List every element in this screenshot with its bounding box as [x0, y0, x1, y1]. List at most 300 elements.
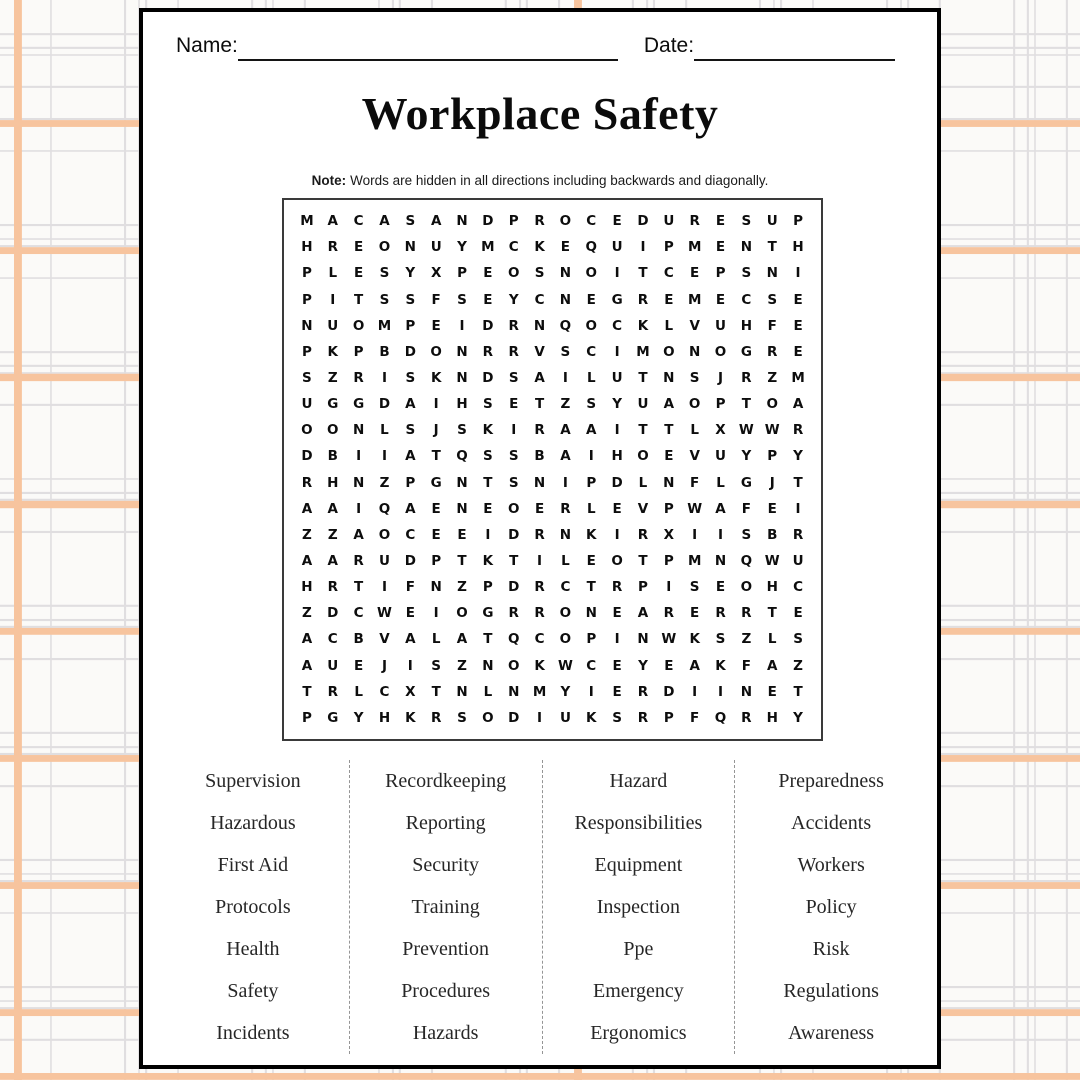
grid-cell-r5c19[interactable]: F	[767, 317, 777, 334]
word-item-workers[interactable]: Workers	[797, 853, 865, 876]
grid-cell-r14c11[interactable]: L	[561, 553, 570, 570]
grid-cell-r9c16[interactable]: L	[690, 422, 699, 439]
grid-cell-r2c2[interactable]: R	[327, 239, 338, 256]
grid-cell-r15c3[interactable]: T	[354, 579, 364, 596]
grid-cell-r14c9[interactable]: T	[509, 553, 519, 570]
grid-cell-r17c17[interactable]: S	[715, 631, 726, 648]
grid-cell-r12c11[interactable]: R	[560, 500, 571, 517]
grid-cell-r18c12[interactable]: C	[586, 657, 597, 674]
grid-cell-r9c4[interactable]: L	[380, 422, 389, 439]
grid-cell-r12c7[interactable]: N	[456, 500, 468, 517]
grid-cell-r16c5[interactable]: E	[405, 605, 415, 622]
grid-cell-r13c9[interactable]: D	[508, 526, 520, 543]
grid-cell-r9c11[interactable]: A	[560, 422, 571, 439]
grid-cell-r12c16[interactable]: W	[687, 500, 703, 517]
grid-cell-r13c13[interactable]: I	[614, 526, 620, 543]
grid-cell-r13c6[interactable]: E	[431, 526, 441, 543]
word-item-policy[interactable]: Policy	[805, 895, 857, 918]
grid-cell-r13c19[interactable]: B	[767, 526, 778, 543]
grid-cell-r19c2[interactable]: R	[327, 683, 338, 700]
grid-cell-r20c1[interactable]: P	[301, 709, 312, 726]
grid-cell-r17c9[interactable]: Q	[507, 631, 520, 648]
grid-cell-r18c3[interactable]: E	[354, 657, 364, 674]
grid-cell-r19c20[interactable]: T	[793, 683, 803, 700]
grid-cell-r17c14[interactable]: N	[637, 631, 649, 648]
word-item-responsibilities[interactable]: Responsibilities	[574, 811, 703, 834]
grid-cell-r17c6[interactable]: L	[431, 631, 441, 648]
grid-cell-r5c13[interactable]: C	[612, 317, 623, 334]
grid-cell-r14c12[interactable]: E	[586, 553, 596, 570]
grid-cell-r11c7[interactable]: N	[456, 474, 468, 491]
grid-cell-r16c2[interactable]: D	[327, 605, 339, 622]
word-item-ppe[interactable]: Ppe	[623, 937, 654, 960]
grid-cell-r15c2[interactable]: R	[327, 579, 338, 596]
grid-cell-r5c11[interactable]: Q	[559, 317, 572, 334]
grid-cell-r6c2[interactable]: K	[327, 343, 338, 360]
grid-cell-r17c19[interactable]: L	[767, 631, 777, 648]
grid-cell-r6c3[interactable]: P	[353, 343, 364, 360]
grid-cell-r3c5[interactable]: Y	[405, 265, 416, 282]
grid-cell-r19c3[interactable]: L	[354, 683, 363, 700]
grid-cell-r13c7[interactable]: E	[457, 526, 467, 543]
grid-cell-r13c4[interactable]: O	[378, 526, 391, 543]
grid-cell-r9c7[interactable]: S	[457, 422, 467, 439]
grid-cell-r15c19[interactable]: H	[766, 579, 778, 596]
grid-cell-r11c11[interactable]: I	[562, 474, 568, 491]
grid-cell-r10c4[interactable]: I	[381, 448, 387, 465]
grid-cell-r2c9[interactable]: C	[508, 239, 519, 256]
grid-cell-r11c12[interactable]: P	[586, 474, 597, 491]
grid-cell-r2c11[interactable]: E	[560, 239, 571, 256]
grid-cell-r7c5[interactable]: S	[405, 369, 416, 386]
grid-cell-r15c11[interactable]: C	[560, 579, 571, 596]
grid-cell-r2c8[interactable]: M	[481, 239, 495, 256]
word-item-safety[interactable]: Safety	[227, 979, 279, 1002]
grid-cell-r2c19[interactable]: T	[767, 239, 777, 256]
grid-cell-r2c7[interactable]: Y	[457, 239, 467, 256]
grid-cell-r13c3[interactable]: A	[353, 526, 364, 543]
grid-cell-r16c15[interactable]: R	[663, 605, 675, 622]
grid-cell-r2c14[interactable]: I	[640, 239, 646, 256]
word-item-supervision[interactable]: Supervision	[205, 769, 301, 792]
grid-cell-r4c5[interactable]: S	[405, 291, 416, 308]
grid-cell-r14c3[interactable]: R	[353, 553, 364, 570]
grid-cell-r1c15[interactable]: U	[663, 213, 675, 230]
grid-cell-r3c20[interactable]: I	[795, 265, 801, 282]
word-item-recordkeeping[interactable]: Recordkeeping	[385, 769, 507, 792]
grid-cell-r9c3[interactable]: N	[352, 422, 365, 439]
grid-cell-r12c19[interactable]: E	[767, 500, 777, 517]
grid-cell-r3c9[interactable]: O	[507, 265, 520, 282]
grid-cell-r20c13[interactable]: S	[612, 709, 622, 726]
grid-cell-r12c2[interactable]: A	[327, 500, 338, 517]
grid-cell-r2c16[interactable]: M	[687, 239, 702, 256]
grid-cell-r12c6[interactable]: E	[431, 500, 441, 517]
grid-cell-r19c1[interactable]: T	[302, 683, 312, 700]
grid-cell-r15c8[interactable]: P	[482, 579, 493, 596]
grid-cell-r13c2[interactable]: Z	[327, 526, 338, 543]
grid-cell-r6c7[interactable]: N	[456, 343, 468, 360]
word-item-inspection[interactable]: Inspection	[596, 895, 681, 918]
grid-cell-r3c10[interactable]: S	[534, 265, 545, 282]
grid-cell-r6c12[interactable]: C	[586, 343, 597, 360]
grid-cell-r10c17[interactable]: U	[715, 448, 726, 465]
grid-cell-r16c16[interactable]: E	[690, 605, 700, 622]
grid-cell-r5c15[interactable]: L	[664, 317, 674, 334]
grid-cell-r15c13[interactable]: R	[611, 579, 623, 596]
grid-cell-r20c12[interactable]: K	[586, 709, 597, 726]
grid-cell-r12c14[interactable]: V	[637, 500, 649, 517]
grid-cell-r16c11[interactable]: O	[559, 605, 572, 622]
grid-cell-r2c10[interactable]: K	[534, 239, 545, 256]
grid-cell-r2c5[interactable]: N	[404, 239, 416, 256]
grid-cell-r13c20[interactable]: R	[792, 526, 804, 543]
grid-cell-r7c3[interactable]: R	[353, 369, 364, 386]
grid-cell-r7c14[interactable]: T	[638, 369, 648, 386]
grid-cell-r15c5[interactable]: F	[405, 579, 415, 596]
grid-cell-r11c4[interactable]: Z	[379, 474, 390, 491]
grid-cell-r19c4[interactable]: C	[379, 683, 390, 700]
grid-cell-r16c14[interactable]: A	[637, 605, 649, 622]
grid-cell-r8c19[interactable]: O	[766, 396, 778, 413]
grid-cell-r8c8[interactable]: S	[483, 396, 493, 413]
grid-cell-r20c2[interactable]: G	[327, 709, 339, 726]
grid-cell-r4c17[interactable]: E	[715, 291, 726, 308]
grid-cell-r1c1[interactable]: M	[300, 213, 314, 230]
grid-cell-r4c3[interactable]: T	[354, 291, 364, 308]
grid-cell-r10c16[interactable]: V	[689, 448, 700, 465]
grid-cell-r9c2[interactable]: O	[327, 422, 339, 439]
grid-cell-r15c16[interactable]: S	[689, 579, 700, 596]
grid-cell-r4c2[interactable]: I	[330, 291, 336, 308]
grid-cell-r1c17[interactable]: E	[715, 213, 726, 230]
grid-cell-r6c13[interactable]: I	[614, 343, 620, 360]
grid-cell-r1c4[interactable]: A	[379, 213, 390, 230]
grid-cell-r10c11[interactable]: A	[560, 448, 571, 465]
grid-cell-r17c7[interactable]: A	[456, 631, 468, 648]
grid-cell-r6c4[interactable]: B	[379, 343, 390, 360]
grid-cell-r3c15[interactable]: C	[663, 265, 674, 282]
grid-cell-r12c12[interactable]: L	[586, 500, 596, 517]
grid-cell-r18c19[interactable]: A	[766, 657, 778, 674]
grid-cell-r7c9[interactable]: S	[508, 369, 519, 386]
grid-cell-r14c6[interactable]: P	[431, 553, 442, 570]
grid-cell-r3c18[interactable]: S	[741, 265, 752, 282]
grid-cell-r10c18[interactable]: Y	[741, 448, 752, 465]
grid-cell-r5c3[interactable]: O	[352, 317, 365, 334]
word-item-ergonomics[interactable]: Ergonomics	[590, 1021, 687, 1044]
grid-cell-r3c7[interactable]: P	[457, 265, 467, 282]
grid-cell-r17c20[interactable]: S	[793, 631, 803, 648]
grid-cell-r4c16[interactable]: M	[687, 291, 702, 308]
grid-cell-r5c6[interactable]: E	[431, 317, 441, 334]
grid-cell-r8c14[interactable]: U	[637, 396, 649, 413]
grid-cell-r11c6[interactable]: G	[430, 474, 442, 491]
grid-cell-r20c15[interactable]: P	[663, 709, 674, 726]
grid-cell-r17c2[interactable]: C	[327, 631, 338, 648]
grid-cell-r14c16[interactable]: M	[687, 553, 702, 570]
grid-cell-r5c16[interactable]: V	[689, 317, 700, 334]
grid-cell-r8c4[interactable]: D	[378, 396, 391, 413]
grid-cell-r7c8[interactable]: D	[482, 369, 494, 386]
grid-cell-r2c12[interactable]: Q	[585, 239, 597, 256]
grid-cell-r11c14[interactable]: L	[638, 474, 648, 491]
grid-cell-r10c12[interactable]: I	[588, 448, 594, 465]
grid-cell-r8c16[interactable]: O	[688, 396, 701, 413]
grid-cell-r11c13[interactable]: D	[611, 474, 623, 491]
grid-cell-r3c13[interactable]: I	[614, 265, 620, 282]
grid-cell-r2c3[interactable]: E	[354, 239, 364, 256]
grid-cell-r4c9[interactable]: Y	[508, 291, 519, 308]
grid-cell-r14c8[interactable]: K	[482, 553, 494, 570]
word-item-awareness[interactable]: Awareness	[788, 1021, 875, 1044]
grid-cell-r19c15[interactable]: D	[663, 683, 675, 700]
grid-cell-r16c7[interactable]: O	[456, 605, 468, 622]
grid-cell-r9c18[interactable]: W	[738, 422, 754, 439]
grid-cell-r6c6[interactable]: O	[430, 343, 442, 360]
grid-cell-r6c18[interactable]: G	[740, 343, 752, 360]
grid-cell-r14c20[interactable]: U	[792, 553, 804, 570]
grid-cell-r1c16[interactable]: R	[689, 213, 700, 230]
grid-cell-r4c19[interactable]: S	[767, 291, 778, 308]
grid-cell-r9c1[interactable]: O	[301, 422, 313, 439]
grid-cell-r16c1[interactable]: Z	[302, 605, 312, 622]
grid-cell-r12c20[interactable]: I	[795, 500, 801, 517]
grid-cell-r8c13[interactable]: Y	[612, 396, 622, 413]
grid-cell-r18c5[interactable]: I	[407, 657, 413, 674]
grid-cell-r6c17[interactable]: O	[714, 343, 727, 360]
grid-cell-r20c6[interactable]: R	[430, 709, 442, 726]
grid-cell-r9c13[interactable]: I	[614, 422, 620, 439]
grid-cell-r7c15[interactable]: N	[663, 369, 675, 386]
grid-cell-r16c8[interactable]: G	[482, 605, 494, 622]
grid-cell-r6c15[interactable]: O	[663, 343, 675, 360]
grid-cell-r2c13[interactable]: U	[611, 239, 623, 256]
grid-cell-r9c9[interactable]: I	[511, 422, 517, 439]
grid-cell-r9c15[interactable]: T	[664, 422, 674, 439]
date-write-line[interactable]	[694, 34, 895, 61]
grid-cell-r13c15[interactable]: X	[663, 526, 675, 543]
grid-cell-r10c9[interactable]: S	[508, 448, 519, 465]
grid-cell-r5c20[interactable]: E	[793, 317, 803, 334]
grid-cell-r1c20[interactable]: P	[793, 213, 804, 230]
grid-cell-r17c18[interactable]: Z	[741, 631, 752, 648]
grid-cell-r15c6[interactable]: N	[430, 579, 442, 596]
grid-cell-r19c11[interactable]: Y	[560, 683, 571, 700]
grid-cell-r15c20[interactable]: C	[793, 579, 804, 596]
grid-cell-r2c20[interactable]: H	[792, 239, 804, 256]
grid-cell-r11c17[interactable]: L	[716, 474, 725, 491]
grid-cell-r13c10[interactable]: R	[534, 526, 545, 543]
grid-cell-r13c18[interactable]: S	[741, 526, 752, 543]
grid-cell-r14c10[interactable]: I	[537, 553, 543, 570]
grid-cell-r14c7[interactable]: T	[457, 553, 467, 570]
grid-cell-r16c3[interactable]: C	[353, 605, 364, 622]
grid-cell-r7c20[interactable]: M	[791, 369, 805, 386]
grid-cell-r3c3[interactable]: E	[354, 265, 364, 282]
grid-cell-r6c20[interactable]: E	[793, 343, 803, 360]
grid-cell-r3c17[interactable]: P	[715, 265, 726, 282]
grid-cell-r14c2[interactable]: A	[327, 553, 338, 570]
grid-cell-r15c15[interactable]: I	[666, 579, 672, 596]
name-write-line[interactable]	[238, 34, 618, 61]
grid-cell-r6c14[interactable]: M	[636, 343, 650, 360]
grid-cell-r15c14[interactable]: P	[638, 579, 648, 596]
word-item-incidents[interactable]: Incidents	[216, 1021, 290, 1044]
grid-cell-r7c6[interactable]: K	[430, 369, 442, 386]
grid-cell-r3c14[interactable]: T	[638, 265, 648, 282]
grid-cell-r17c13[interactable]: I	[614, 631, 620, 648]
grid-cell-r18c9[interactable]: O	[507, 657, 520, 674]
grid-cell-r4c12[interactable]: E	[586, 291, 596, 308]
grid-cell-r9c20[interactable]: R	[792, 422, 804, 439]
grid-cell-r2c15[interactable]: P	[663, 239, 674, 256]
grid-cell-r10c2[interactable]: B	[327, 448, 338, 465]
grid-cell-r14c14[interactable]: T	[638, 553, 648, 570]
word-item-protocols[interactable]: Protocols	[215, 895, 291, 918]
grid-cell-r9c6[interactable]: J	[433, 422, 439, 439]
word-item-emergency[interactable]: Emergency	[593, 979, 684, 1002]
word-item-risk[interactable]: Risk	[812, 937, 850, 960]
grid-cell-r15c7[interactable]: Z	[457, 579, 467, 596]
word-item-health[interactable]: Health	[226, 937, 280, 960]
grid-cell-r10c14[interactable]: O	[637, 448, 649, 465]
grid-cell-r19c9[interactable]: N	[508, 683, 520, 700]
grid-cell-r11c8[interactable]: T	[483, 474, 493, 491]
grid-cell-r15c18[interactable]: O	[740, 579, 753, 596]
grid-cell-r11c1[interactable]: R	[301, 474, 313, 491]
grid-cell-r19c10[interactable]: M	[532, 683, 547, 700]
grid-cell-r14c19[interactable]: W	[764, 553, 780, 570]
grid-cell-r9c17[interactable]: X	[715, 422, 726, 439]
grid-cell-r12c10[interactable]: E	[534, 500, 545, 517]
grid-cell-r14c17[interactable]: N	[714, 553, 727, 570]
grid-cell-r8c5[interactable]: A	[405, 396, 416, 413]
grid-cell-r10c8[interactable]: S	[483, 448, 493, 465]
grid-cell-r19c17[interactable]: I	[718, 683, 724, 700]
grid-cell-r8c20[interactable]: A	[792, 396, 804, 413]
grid-cell-r10c7[interactable]: Q	[456, 448, 468, 465]
grid-cell-r4c15[interactable]: E	[664, 291, 674, 308]
grid-cell-r19c18[interactable]: N	[740, 683, 753, 700]
grid-cell-r17c1[interactable]: A	[301, 631, 313, 648]
grid-cell-r11c19[interactable]: J	[769, 474, 775, 491]
grid-cell-r4c13[interactable]: G	[611, 291, 623, 308]
grid-cell-r12c15[interactable]: P	[663, 500, 674, 517]
grid-cell-r6c9[interactable]: R	[508, 343, 519, 360]
grid-cell-r8c17[interactable]: P	[715, 396, 726, 413]
grid-cell-r1c12[interactable]: C	[586, 213, 597, 230]
grid-cell-r20c17[interactable]: Q	[714, 709, 727, 726]
grid-cell-r19c16[interactable]: I	[692, 683, 698, 700]
grid-cell-r2c18[interactable]: N	[740, 239, 753, 256]
word-item-accidents[interactable]: Accidents	[791, 811, 872, 834]
grid-cell-r15c1[interactable]: H	[301, 579, 313, 596]
grid-cell-r4c10[interactable]: C	[534, 291, 545, 308]
grid-cell-r12c13[interactable]: E	[612, 500, 622, 517]
grid-cell-r19c8[interactable]: L	[483, 683, 493, 700]
grid-cell-r8c18[interactable]: T	[741, 396, 751, 413]
grid-cell-r11c3[interactable]: N	[352, 474, 365, 491]
grid-cell-r4c4[interactable]: S	[379, 291, 390, 308]
word-item-security[interactable]: Security	[412, 853, 479, 876]
grid-cell-r13c8[interactable]: I	[485, 526, 491, 543]
grid-cell-r2c17[interactable]: E	[715, 239, 726, 256]
word-item-equipment[interactable]: Equipment	[594, 853, 683, 876]
grid-cell-r10c6[interactable]: T	[431, 448, 441, 465]
grid-cell-r5c2[interactable]: U	[327, 317, 339, 334]
grid-cell-r17c5[interactable]: A	[405, 631, 416, 648]
grid-cell-r8c12[interactable]: S	[586, 396, 597, 413]
grid-cell-r17c10[interactable]: C	[534, 631, 545, 648]
grid-cell-r18c10[interactable]: K	[534, 657, 545, 674]
grid-cell-r14c15[interactable]: P	[663, 553, 674, 570]
grid-cell-r13c1[interactable]: Z	[302, 526, 312, 543]
grid-cell-r5c9[interactable]: R	[508, 317, 519, 334]
grid-cell-r7c17[interactable]: J	[718, 369, 724, 386]
grid-cell-r17c3[interactable]: B	[353, 631, 364, 648]
grid-cell-r4c7[interactable]: S	[457, 291, 467, 308]
word-item-prevention[interactable]: Prevention	[402, 937, 489, 960]
grid-cell-r20c11[interactable]: U	[559, 709, 571, 726]
grid-cell-r19c13[interactable]: E	[612, 683, 622, 700]
word-item-first-aid[interactable]: First Aid	[217, 853, 289, 876]
grid-cell-r9c14[interactable]: T	[638, 422, 648, 439]
grid-cell-r16c9[interactable]: R	[508, 605, 519, 622]
grid-cell-r6c10[interactable]: V	[534, 343, 545, 360]
grid-cell-r17c8[interactable]: T	[483, 631, 493, 648]
grid-cell-r18c8[interactable]: N	[482, 657, 494, 674]
grid-cell-r4c11[interactable]: N	[559, 291, 572, 308]
grid-cell-r20c10[interactable]: I	[537, 709, 543, 726]
grid-cell-r18c6[interactable]: S	[431, 657, 442, 674]
grid-cell-r16c18[interactable]: R	[741, 605, 752, 622]
grid-cell-r8c9[interactable]: E	[509, 396, 519, 413]
grid-cell-r13c16[interactable]: I	[692, 526, 698, 543]
grid-cell-r15c12[interactable]: T	[586, 579, 596, 596]
grid-cell-r16c4[interactable]: W	[377, 605, 392, 622]
grid-cell-r18c4[interactable]: J	[381, 657, 387, 674]
grid-cell-r1c3[interactable]: C	[353, 213, 364, 230]
grid-cell-r8c10[interactable]: T	[534, 396, 545, 413]
grid-cell-r11c9[interactable]: S	[508, 474, 519, 491]
grid-cell-r8c3[interactable]: G	[353, 396, 365, 413]
grid-cell-r18c13[interactable]: E	[612, 657, 622, 674]
grid-cell-r6c1[interactable]: P	[301, 343, 312, 360]
grid-cell-r5c5[interactable]: P	[405, 317, 416, 334]
grid-cell-r7c12[interactable]: L	[586, 369, 596, 386]
grid-cell-r11c15[interactable]: N	[663, 474, 675, 491]
grid-cell-r1c8[interactable]: D	[482, 213, 494, 230]
grid-cell-r12c17[interactable]: A	[715, 500, 726, 517]
word-item-preparedness[interactable]: Preparedness	[778, 769, 884, 792]
grid-cell-r3c11[interactable]: N	[559, 265, 572, 282]
grid-cell-r19c7[interactable]: N	[456, 683, 468, 700]
grid-cell-r6c8[interactable]: R	[482, 343, 494, 360]
grid-cell-r20c4[interactable]: H	[378, 709, 391, 726]
word-item-hazards[interactable]: Hazards	[412, 1021, 479, 1044]
grid-cell-r2c1[interactable]: H	[301, 239, 313, 256]
grid-cell-r4c8[interactable]: E	[483, 291, 493, 308]
grid-cell-r19c14[interactable]: R	[637, 683, 649, 700]
grid-cell-r1c10[interactable]: R	[534, 213, 545, 230]
grid-cell-r17c4[interactable]: V	[379, 631, 390, 648]
grid-cell-r3c19[interactable]: N	[766, 265, 778, 282]
grid-cell-r1c18[interactable]: S	[741, 213, 752, 230]
grid-cell-r13c11[interactable]: N	[559, 526, 572, 543]
grid-cell-r13c12[interactable]: K	[586, 526, 597, 543]
grid-cell-r20c14[interactable]: R	[637, 709, 649, 726]
